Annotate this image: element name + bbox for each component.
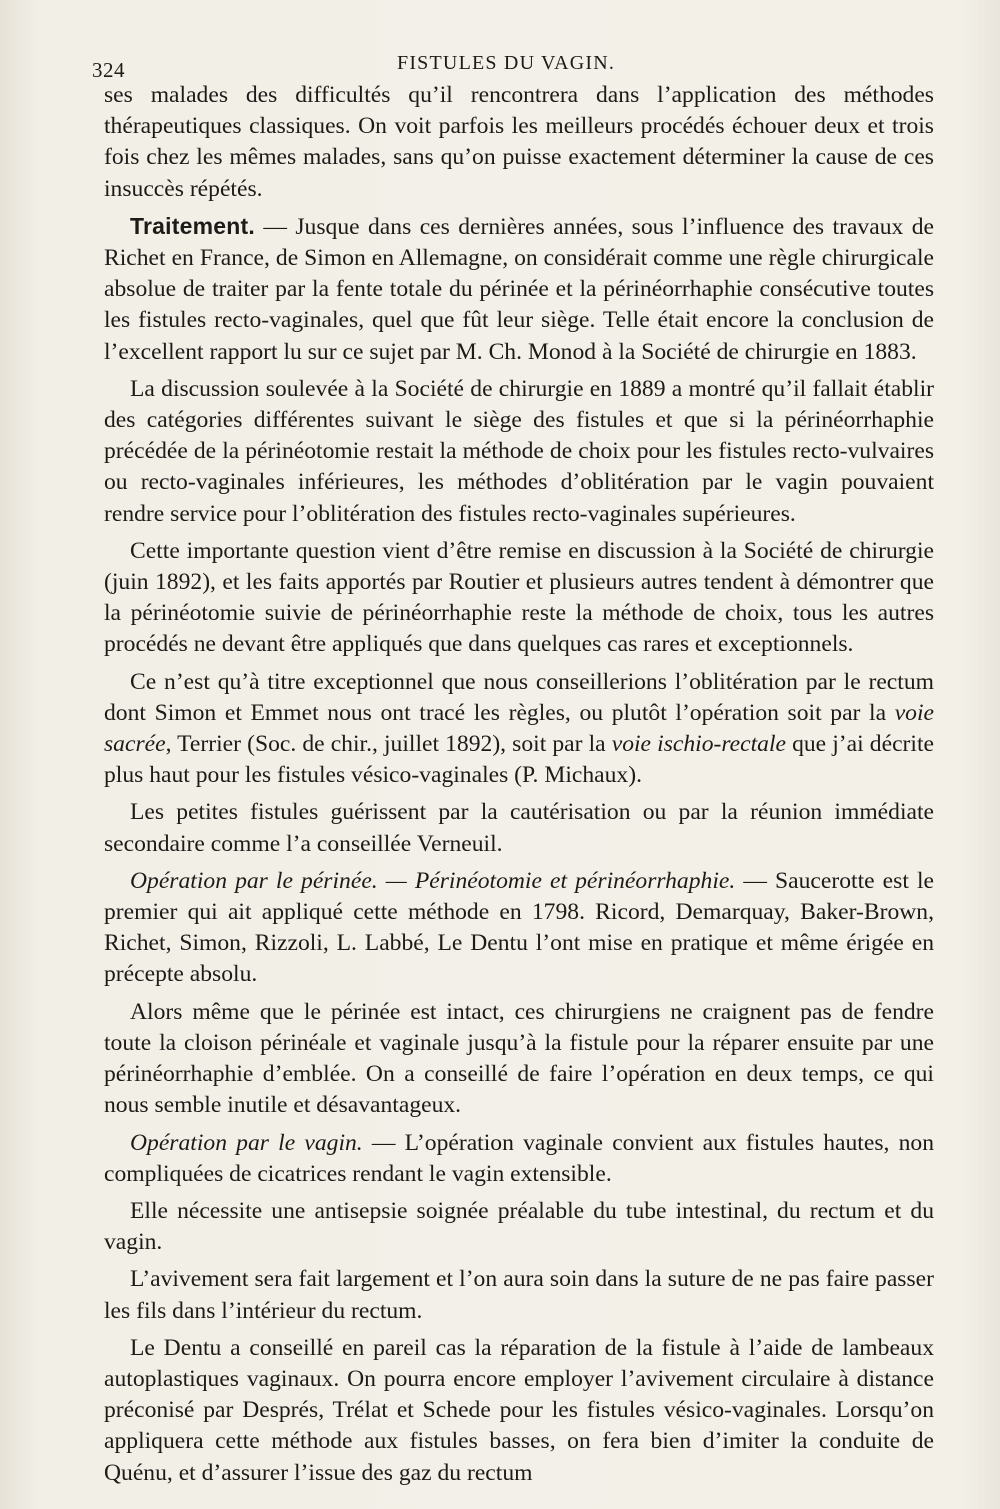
subsection-heading: Opération par le vagin. bbox=[130, 1129, 363, 1156]
paragraph-text: La discussion soulevée à la Société de chirurgie en 1889 a montré qu’il fallait établir des catégories différentes suivant le siège des fistules et que si la périnéorrhaphie précédée de la périnéotomie restait la méthode de choix pour les fistules recto-vulvaires ou recto-vaginales inférieures, les méthodes d’oblitération par le vagin pouvaient rendre service pour l’oblitération des fistules recto-vaginales supérieures. bbox=[104, 375, 934, 527]
italic-term: voie sacrée bbox=[104, 699, 934, 758]
section-heading: Traitement. bbox=[130, 212, 255, 239]
paragraph-text: , Terrier (Soc. de chir., juillet 1892), soit par la bbox=[165, 731, 612, 758]
paragraph-text: L’avivement sera fait largement et l’on aura soin dans la suture de ne pas faire passer les fils dans l’intérieur du rectum. bbox=[104, 1266, 934, 1324]
paragraph bbox=[104, 866, 934, 991]
paragraph-text: Ce n’est qu’à titre exceptionnel que nous conseillerions l’oblitération par le rectum dont Simon et Emmet nous ont tracé les règles, ou plutôt l’opération soit par la bbox=[104, 668, 934, 726]
body-text bbox=[104, 80, 934, 1489]
page-number: 324 bbox=[92, 58, 125, 82]
paragraph bbox=[104, 1333, 934, 1489]
page-header bbox=[92, 52, 937, 82]
paragraph-text: Cette importante question vient d’être remise en discussion à la Société de chirurgie (juin 1892), et les faits apportés par Routier et plusieurs autres tendent à démontrer que la périnéotomie suivie de périnéorrhaphie reste la méthode de choix, tous les autres procédés ne devant être appliqués que dans quelques cas rares et exceptionnels. bbox=[104, 537, 934, 658]
paragraph bbox=[104, 374, 934, 530]
subsection-heading: Opération par le périnée. — Périnéotomie et périnéorrhaphie. bbox=[130, 867, 736, 894]
paragraph-text: — Jusque dans ces dernières années, sous l’influence des travaux de Richet en France, de Simon en Allemagne, on considérait comme une règle chirurgicale absolue de traiter par la fente totale du périnée et la périnéorrhaphie consécutive toutes les fistules recto-vaginales, quel que fût leur siège. Telle était encore la conclusion de l’excellent rapport lu sur ce sujet par M. Ch. Monod à la Société de chirurgie en 1883. bbox=[104, 213, 934, 365]
paragraph bbox=[104, 80, 934, 205]
paragraph bbox=[104, 1196, 934, 1258]
italic-term: voie ischio-rectale bbox=[611, 731, 786, 758]
paragraph bbox=[104, 797, 934, 859]
running-head: FISTULES DU VAGIN. bbox=[397, 52, 616, 74]
paragraph-text: Les petites fistules guérissent par la cautérisation ou par la réunion immédiate secondaire comme l’a conseillée Verneuil. bbox=[104, 799, 934, 857]
paragraph-text: Le Dentu a conseillé en pareil cas la réparation de la fistule à l’aide de lambeaux autoplastiques vaginaux. On pourra encore employer l’avivement circulaire à distance préconisé par Després, Trélat et Schede pour les fistules vésico-vaginales. Lorsqu’on appliquera cette méthode aux fistules basses, on fera bien d’imiter la conduite de Quénu, et d’assurer l’issue des gaz du rectum bbox=[104, 1334, 934, 1486]
paragraph bbox=[104, 536, 934, 661]
paragraph bbox=[104, 1264, 934, 1326]
paragraph-text: — Saucerotte est le premier qui ait appliqué cette méthode en 1798. Ricord, Demarquay, Baker-Brown, Richet, Simon, Rizzoli, L. Labbé, Le Dentu l’ont mise en pratique et même érigée en précepte absolu. bbox=[104, 867, 934, 988]
paragraph-text: ses malades des difficultés qu’il rencontrera dans l’application des méthodes thérapeutiques classiques. On voit parfois les meilleurs procédés échouer deux et trois fois chez les mêmes malades, sans qu’on puisse exactement déterminer la cause de ces insuccès répétés. bbox=[104, 82, 934, 202]
paragraph bbox=[104, 667, 934, 792]
paragraph-text: que j’ai décrite plus haut pour les fistules vésico-vaginales (P. Michaux). bbox=[104, 731, 934, 789]
paragraph bbox=[104, 997, 934, 1122]
paragraph-text: Alors même que le périnée est intact, ces chirurgiens ne craignent pas de fendre toute la cloison périnéale et vaginale jusqu’à la fistule pour la réparer ensuite par une périnéorrhaphie d’emblée. On a conseillé de faire l’opération en deux temps, ce qui nous semble inutile et désavantageux. bbox=[104, 998, 934, 1119]
paragraph bbox=[104, 1128, 934, 1190]
paragraph-text: Elle nécessite une antisepsie soignée préalable du tube intestinal, du rectum et du vagin. bbox=[104, 1197, 934, 1256]
paragraph bbox=[104, 211, 934, 368]
paragraph-text: — L’opération vaginale convient aux fistules hautes, non compliquées de cicatrices rendant le vagin extensible. bbox=[104, 1129, 934, 1187]
